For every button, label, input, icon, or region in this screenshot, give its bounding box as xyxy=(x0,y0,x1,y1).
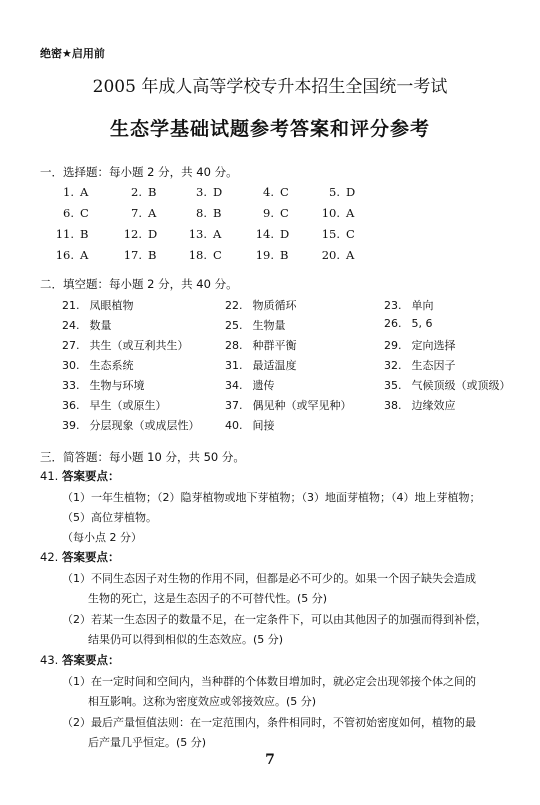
answer-13: 13. A xyxy=(188,227,222,241)
answer-14: 14. D xyxy=(255,227,290,241)
answer-36: 36. 早生（或原生） xyxy=(62,399,167,412)
answer-33: 33. 生物与环境 xyxy=(62,379,145,392)
answer-8: 8. B xyxy=(196,206,222,220)
exam-title: 2005 年成人高等学校专升本招生全国统一考试 xyxy=(92,77,448,97)
answer-18: 18. C xyxy=(188,248,222,262)
answer-37: 37. 偶见种（或罕见种） xyxy=(225,399,352,412)
answer-16: 16. A xyxy=(55,248,89,262)
q43-header: 43. 答案要点： xyxy=(40,653,120,667)
q42-point1-line2: 生物的死亡，这是生态因子的不可替代性。(5 分) xyxy=(88,592,328,605)
answer-19: 19. B xyxy=(255,248,289,262)
q43-point1-line2: 相互影响。这称为密度效应或邻接效应。(5 分) xyxy=(88,695,317,708)
answer-2: 2. B xyxy=(131,185,157,199)
answer-35: 35. 气候顶级（或顶级） xyxy=(384,379,511,392)
document-subtitle: 生态学基础试题参考答案和评分参考 xyxy=(109,118,430,140)
answer-10: 10. A xyxy=(321,206,355,220)
q41-line1: （1）一年生植物；（2）隐芽植物或地下芽植物；（3）地面芽植物；（4）地上芽植物； xyxy=(62,491,481,504)
answer-17: 17. B xyxy=(123,248,157,262)
secret-label: 绝密★启用前 xyxy=(40,47,105,60)
section-1-heading: 一．选择题：每小题 2 分，共 40 分。 xyxy=(40,165,238,179)
answer-6: 6. C xyxy=(63,206,89,220)
q42-point2-line1: （2）若某一生态因子的数量不足，在一定条件下，可以由其他因子的加强而得到补偿， xyxy=(62,613,487,626)
q41-line2: （5）高位芽植物。 xyxy=(62,511,157,524)
answer-23: 23. 单向 xyxy=(384,299,434,312)
answer-5: 5. D xyxy=(329,185,356,199)
answer-39: 39. 分层现象（或成层性） xyxy=(62,419,200,432)
answer-24: 24. 数量 xyxy=(62,319,112,332)
q42-point1-line1: （1）不同生态因子对生物的作用不同，但都是必不可少的。如果一个因子缺失会造成 xyxy=(62,572,476,585)
answer-32: 32. 生态因子 xyxy=(384,359,456,372)
answer-3: 3. D xyxy=(196,185,223,199)
answer-38: 38. 边缘效应 xyxy=(384,399,456,412)
section-3-heading: 三．简答题：每小题 10 分，共 50 分。 xyxy=(40,450,245,464)
q42-point2-line2: 结果仍可以得到相似的生态效应。(5 分) xyxy=(88,633,284,646)
q41-scoring-note: （每小点 2 分） xyxy=(62,531,142,544)
answer-29: 29. 定向选择 xyxy=(384,339,456,352)
answer-22: 22. 物质循环 xyxy=(225,299,297,312)
answer-1: 1. A xyxy=(63,185,89,199)
answer-11: 11. B xyxy=(55,227,89,241)
answer-27: 27. 共生（或互利共生） xyxy=(62,339,189,352)
section-2-heading: 二．填空题：每小题 2 分，共 40 分。 xyxy=(40,277,238,291)
answer-4: 4. C xyxy=(263,185,289,199)
q43-point1-line1: （1）在一定时间和空间内，当种群的个体数目增加时，就必定会出现邻接个体之间的 xyxy=(62,675,476,688)
q42-header: 42. 答案要点： xyxy=(40,550,120,564)
answer-34: 34. 遗传 xyxy=(225,379,275,392)
answer-21: 21. 凤眼植物 xyxy=(62,299,134,312)
answer-12: 12. D xyxy=(123,227,158,241)
q43-point2-line2: 后产量几乎恒定。(5 分) xyxy=(88,736,207,749)
q43-point2-line1: （2）最后产量恒值法则：在一定范围内，条件相同时，不管初始密度如何，植物的最 xyxy=(62,716,476,729)
q41-header: 41. 答案要点： xyxy=(40,469,120,483)
answer-30: 30. 生态系统 xyxy=(62,359,134,372)
answer-31: 31. 最适温度 xyxy=(225,359,297,372)
page-number: 7 xyxy=(265,752,275,768)
answer-7: 7. A xyxy=(131,206,157,220)
answer-15: 15. C xyxy=(321,227,355,241)
answer-28: 28. 种群平衡 xyxy=(225,339,297,352)
answer-40: 40. 间接 xyxy=(225,419,275,432)
answer-26: 26. 5, 6 xyxy=(384,317,433,330)
answer-9: 9. C xyxy=(263,206,289,220)
answer-20: 20. A xyxy=(321,248,355,262)
answer-25: 25. 生物量 xyxy=(225,319,286,332)
